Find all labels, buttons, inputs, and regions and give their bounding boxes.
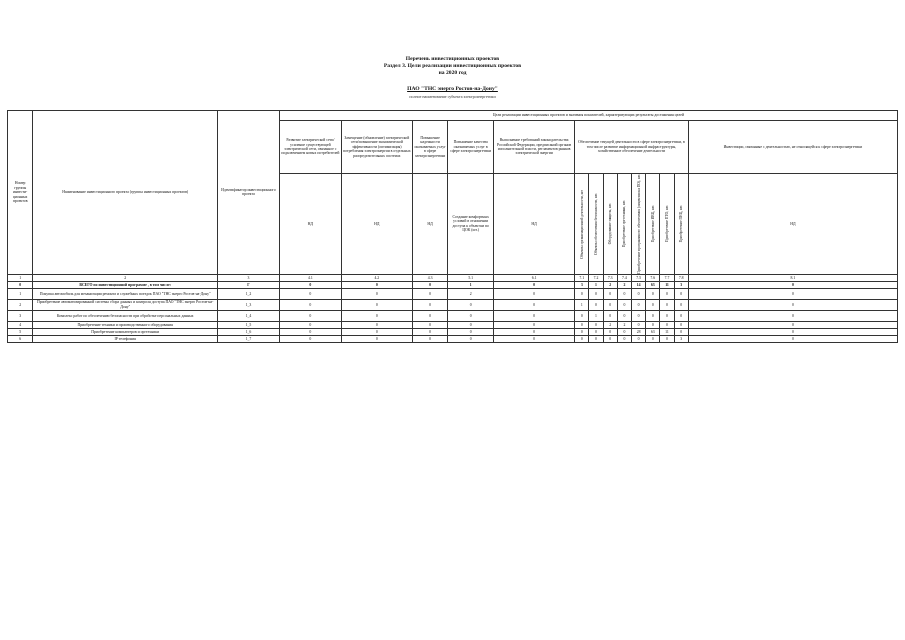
row-identifier: 1_7 — [218, 335, 280, 342]
row-value: 0 — [688, 288, 897, 299]
header-goal-4-sub: Создание комфортных условий в отношении доступа к объектам по ЦОК (шт.) — [448, 174, 494, 275]
row-value: 0 — [603, 288, 617, 299]
row-identifier: 1_2 — [218, 288, 280, 299]
row-value: 0 — [632, 299, 646, 310]
row-value: 0 — [646, 321, 660, 328]
header-nd-3: НД — [412, 174, 448, 275]
row-value: 0 — [412, 335, 448, 342]
table-row — [8, 310, 898, 321]
header-goal-3: Повышение надежности оказываемых услуг в сфере электроэнергетики — [412, 121, 448, 174]
row-value: 0 — [589, 328, 603, 335]
row-value: 0 — [279, 310, 341, 321]
column-number: 5.1 — [448, 274, 494, 281]
row-value: 0 — [341, 310, 412, 321]
row-name: Приобретение компьютеров и оргтехники — [33, 328, 218, 335]
row-value: 0 — [660, 299, 674, 310]
row-value: 0 — [575, 335, 589, 342]
header-goal-7: Инвестиции, связанные с деятельностью, не относящейся к сфере электроэнергетики — [688, 121, 897, 174]
column-number: 7.5 — [632, 274, 646, 281]
row-value: 0 — [279, 328, 341, 335]
row-value: 2 — [617, 321, 631, 328]
row-value: 0 — [688, 310, 897, 321]
row-value: 0 — [412, 321, 448, 328]
row-value: 0 — [412, 288, 448, 299]
row-value: 0 — [412, 299, 448, 310]
row-value: 0 — [632, 288, 646, 299]
row-value: 0 — [575, 288, 589, 299]
header-vert-2: Объекты обеспечения безопасности, шт. — [589, 174, 603, 275]
header-goal-2: Замещение (обновление) электрической сети/повышение экономической эффективности (оптимизация) потребления электроэнергии в отдельных распределительных системах — [341, 121, 412, 174]
row-value: 0 — [603, 328, 617, 335]
row-name: Приобретение автоматизированной системы сбора данных и контроля доступа ПАО "ТНС энерго Ростов-на-Дону" — [33, 299, 218, 310]
row-value: 28 — [632, 328, 646, 335]
row-value: 0 — [589, 321, 603, 328]
row-value: 0 — [279, 281, 341, 288]
row-value: 1 — [589, 281, 603, 288]
row-value: 0 — [494, 281, 575, 288]
row-value: 0 — [646, 335, 660, 342]
row-value: 0 — [674, 288, 688, 299]
header-goal-6: Обеспечение текущей деятельности в сфере электроэнергетики, в том числе развитие информационной инфраструктуры, хозяйственное обеспечение деятельности — [575, 121, 689, 174]
row-name: Покупка автомобиль для механизации ремонта и служебных поездок ПАО "ТНС энерго Ростов-на-Дону" — [33, 288, 218, 299]
row-identifier: 1_3 — [218, 299, 280, 310]
row-value: 0 — [448, 310, 494, 321]
row-value: 14 — [632, 281, 646, 288]
row-value: 0 — [646, 310, 660, 321]
column-number: 4.3 — [412, 274, 448, 281]
row-value: 0 — [660, 288, 674, 299]
row-value: 0 — [688, 328, 897, 335]
row-value: 0 — [494, 310, 575, 321]
table-row — [8, 335, 898, 342]
row-value: 0 — [494, 299, 575, 310]
column-number: 2 — [33, 274, 218, 281]
row-identifier: 1_5 — [218, 321, 280, 328]
investment-goals-table — [7, 110, 898, 343]
row-name: IP телефония — [33, 335, 218, 342]
row-value: 2 — [603, 321, 617, 328]
row-value: 3 — [674, 281, 688, 288]
row-value: 1 — [589, 310, 603, 321]
row-value: 0 — [646, 299, 660, 310]
row-value: 0 — [341, 281, 412, 288]
row-number: 4 — [8, 321, 33, 328]
table-row — [8, 321, 898, 328]
row-number: 5 — [8, 328, 33, 335]
row-value: 0 — [341, 335, 412, 342]
row-value: 0 — [617, 310, 631, 321]
table-row — [8, 328, 898, 335]
row-value: 0 — [674, 321, 688, 328]
row-value: 0 — [412, 328, 448, 335]
header-nd-5: НД — [494, 174, 575, 275]
row-name: Приобретение техники и производственного оборудования — [33, 321, 218, 328]
row-value: 0 — [448, 335, 494, 342]
column-number: 4.2 — [341, 274, 412, 281]
column-number: 8.1 — [688, 274, 897, 281]
row-value: 0 — [494, 335, 575, 342]
row-value: 0 — [632, 321, 646, 328]
header-goal-5: Выполнение требований законодательства Российской Федерации, предписаний органов исполнительной власти, регламентов рынков электрической энергии — [494, 121, 575, 174]
row-value: 0 — [674, 299, 688, 310]
row-value: 0 — [575, 321, 589, 328]
row-value: 0 — [279, 335, 341, 342]
row-value: 0 — [688, 321, 897, 328]
row-value: 0 — [688, 281, 897, 288]
row-value: 0 — [575, 310, 589, 321]
header-vert-5: Приобретение программного обеспечения (лицензии на ПО), шт. — [632, 174, 646, 275]
row-value: 0 — [660, 310, 674, 321]
row-value: 0 — [494, 328, 575, 335]
row-value: 0 — [603, 299, 617, 310]
row-value: 0 — [632, 335, 646, 342]
header-vert-3: Оборудование защиты, шт. — [603, 174, 617, 275]
header-nd-7: НД — [688, 174, 897, 275]
header-goals-group: Цели реализации инвестиционных проектов и значения показателей, характеризующих результаты достижения целей — [279, 111, 897, 121]
row-value: 0 — [617, 328, 631, 335]
column-number: 1 — [8, 274, 33, 281]
row-value: 3 — [575, 281, 589, 288]
row-value: 2 — [603, 281, 617, 288]
row-value: 0 — [341, 321, 412, 328]
row-value: 0 — [688, 299, 897, 310]
column-number: 4.1 — [279, 274, 341, 281]
row-value: 0 — [660, 321, 674, 328]
row-value: 63 — [646, 281, 660, 288]
table-row — [8, 288, 898, 299]
header-identifier: Идентификатор инвестиционного проекта — [218, 111, 280, 275]
row-value: 0 — [617, 299, 631, 310]
column-number: 7.2 — [589, 274, 603, 281]
row-value: 0 — [341, 299, 412, 310]
row-value: 0 — [660, 335, 674, 342]
row-value: 0 — [632, 310, 646, 321]
row-value: 0 — [494, 288, 575, 299]
column-number: 7.6 — [646, 274, 660, 281]
row-value: 2 — [448, 288, 494, 299]
doc-title-1: Перечень инвестиционных проектов — [405, 56, 500, 62]
row-value: 0 — [617, 288, 631, 299]
header-number: Номер группы инвести-ционных проектов — [8, 111, 33, 275]
row-number: 1 — [8, 288, 33, 299]
row-identifier: 1_6 — [218, 328, 280, 335]
row-value: 1 — [448, 281, 494, 288]
row-value: 0 — [448, 328, 494, 335]
row-number: 0 — [8, 281, 33, 288]
header-goal-4: Повышение качества оказываемых услуг в сфере электроэнергетики — [448, 121, 494, 174]
column-number: 7.7 — [660, 274, 674, 281]
table-row — [8, 299, 898, 310]
header-vert-7: Приобретение ПТО, шт. — [660, 174, 674, 275]
header-vert-8: Приобретение ПНЦ, шт. — [674, 174, 688, 275]
row-value: 0 — [279, 288, 341, 299]
column-number: 7.1 — [575, 274, 589, 281]
row-value: 0 — [617, 335, 631, 342]
row-number: 3 — [8, 310, 33, 321]
row-value: 0 — [646, 288, 660, 299]
row-value: 0 — [448, 321, 494, 328]
row-identifier: Г — [218, 281, 280, 288]
column-number: 7.4 — [617, 274, 631, 281]
row-value: 0 — [412, 310, 448, 321]
row-value: 0 — [494, 321, 575, 328]
row-number: 6 — [8, 335, 33, 342]
column-number: 6.1 — [494, 274, 575, 281]
row-value: 0 — [688, 335, 897, 342]
header-vert-4: Приобретение оргтехники, шт. — [617, 174, 631, 275]
row-name: ВСЕГО по инвестиционной программе , в том числе: — [33, 281, 218, 288]
row-number: 2 — [8, 299, 33, 310]
row-value: 11 — [660, 281, 674, 288]
column-number: 3 — [218, 274, 280, 281]
row-value: 0 — [341, 328, 412, 335]
row-value: 11 — [660, 328, 674, 335]
row-value: 1 — [575, 299, 589, 310]
row-value: 0 — [674, 310, 688, 321]
data-rows — [8, 281, 898, 342]
table-row — [8, 281, 898, 288]
row-identifier: 1_4 — [218, 310, 280, 321]
column-number: 7.3 — [603, 274, 617, 281]
header-vert-6: Приобретение ИВЦ, шт. — [646, 174, 660, 275]
header-vert-1: Объекты организационной деятельности, шт — [575, 174, 589, 275]
header-nd-2: НД — [341, 174, 412, 275]
row-value: 0 — [341, 288, 412, 299]
row-value: 2 — [617, 281, 631, 288]
column-number: 7.8 — [674, 274, 688, 281]
doc-title-2: Раздел 3. Цели реализации инвестиционных проектов — [383, 63, 522, 69]
header-nd-1: НД — [279, 174, 341, 275]
row-value: 0 — [412, 281, 448, 288]
column-numbers-row — [8, 274, 898, 281]
row-value: 0 — [448, 299, 494, 310]
row-value: 0 — [589, 288, 603, 299]
row-value: 0 — [674, 328, 688, 335]
row-value: 63 — [646, 328, 660, 335]
doc-title-3: на 2020 год — [438, 70, 467, 76]
row-value: 0 — [279, 299, 341, 310]
row-value: 0 — [575, 328, 589, 335]
row-value: 0 — [603, 310, 617, 321]
header-name: Наименование инвестиционного проекта (группы инвестиционных проектов) — [33, 111, 218, 275]
company-name: ПАО "ТНС энерго Ростов-на-Дону" — [407, 86, 498, 92]
header-goal-1: Развитие электрической сети/усиление существующей электрической сети, связанное с подключением новых потребителей — [279, 121, 341, 174]
company-caption: полное наименование субъекта электроэнергетики — [409, 94, 496, 99]
row-value: 3 — [674, 335, 688, 342]
row-value: 0 — [279, 321, 341, 328]
row-name: Комплекс работ по обеспечению безопасности при обработке персональных данных — [33, 310, 218, 321]
row-value: 0 — [603, 335, 617, 342]
row-value: 0 — [589, 335, 603, 342]
row-value: 0 — [589, 299, 603, 310]
